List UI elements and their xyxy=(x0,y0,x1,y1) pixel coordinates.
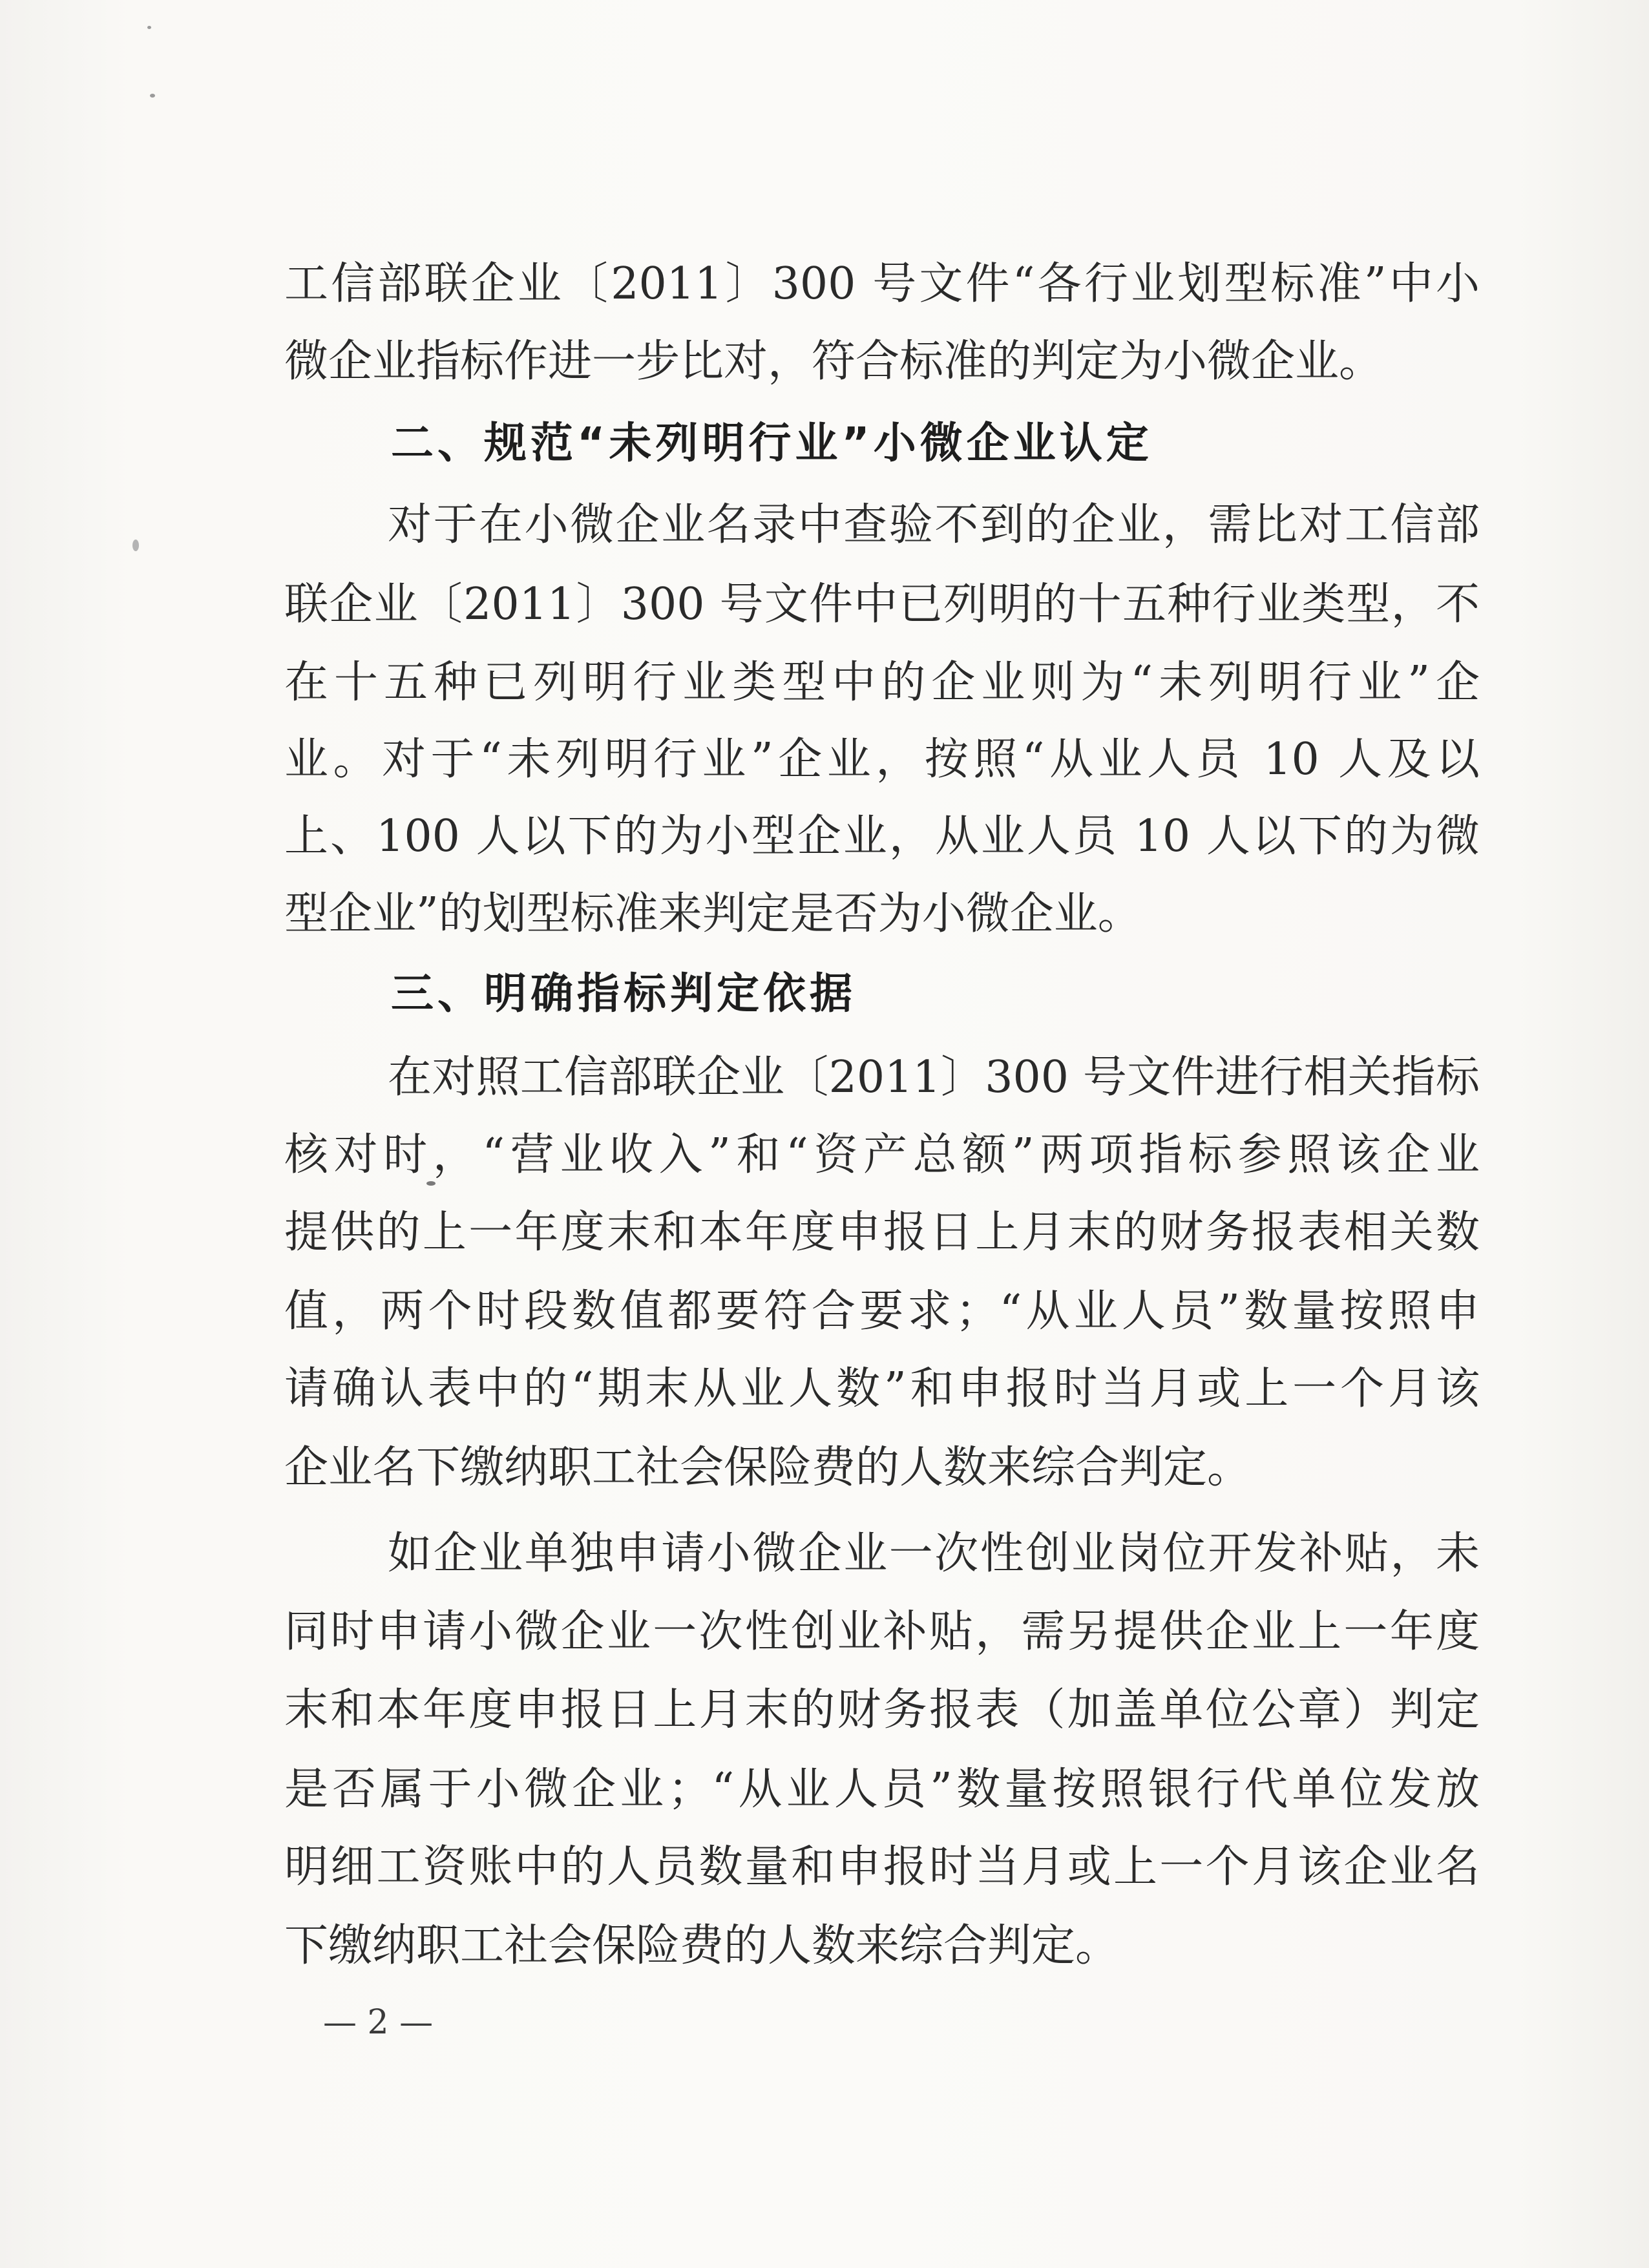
paragraph-2-line-6: 型企业”的划型标准来判定是否为小微企业。 xyxy=(284,888,1142,940)
paragraph-2-line-2: 联企业〔2011〕300 号文件中已列明的十五种行业类型，不 xyxy=(284,579,1480,630)
page-number: — 2 — xyxy=(323,2003,434,2042)
paragraph-3-line-5: 请确认表中的“期末从业人数”和申报时当月或上一个月该 xyxy=(284,1363,1480,1414)
paragraph-4-line-5: 明细工资账中的人员数量和申报时当月或上一个月该企业名 xyxy=(284,1842,1480,1893)
paragraph-1-line-2: 微企业指标作进一步比对，符合标准的判定为小微企业。 xyxy=(284,336,1383,387)
paragraph-3-line-1: 在对照工信部联企业〔2011〕300 号文件进行相关指标 xyxy=(388,1052,1480,1103)
paragraph-2-line-5: 上、100 人以下的为小型企业，从业人员 10 人以下的为微 xyxy=(284,811,1480,862)
paragraph-4-line-3: 末和本年度申报日上月末的财务报表（加盖单位公章）判定 xyxy=(284,1685,1480,1736)
scan-speck xyxy=(150,94,155,98)
paragraph-2-line-4: 业。对于“未列明行业”企业，按照“从业人员 10 人及以 xyxy=(284,734,1480,785)
scan-speck xyxy=(147,26,151,29)
paragraph-1-line-1: 工信部联企业〔2011〕300 号文件“各行业划型标准”中小 xyxy=(284,258,1480,310)
paragraph-3-line-4: 值，两个时段数值都要符合要求；“从业人员”数量按照申 xyxy=(284,1286,1480,1337)
paragraph-4-line-6: 下缴纳职工社会保险费的人数来综合判定。 xyxy=(284,1920,1120,1971)
paragraph-4-line-1: 如企业单独申请小微企业一次性创业岗位开发补贴，未 xyxy=(388,1528,1480,1579)
section-heading-2: 二、规范“未列明行业”小微企业认定 xyxy=(391,418,1153,468)
paragraph-3-line-2: 核对时，“营业收入”和“资产总额”两项指标参照该企业 xyxy=(284,1129,1480,1181)
paragraph-2-line-3: 在十五种已列明行业类型中的企业则为“未列明行业”企 xyxy=(284,657,1480,708)
paragraph-2-line-1: 对于在小微企业名录中查验不到的企业，需比对工信部 xyxy=(388,499,1480,551)
scan-speck xyxy=(132,540,139,551)
paragraph-3-line-6: 企业名下缴纳职工社会保险费的人数来综合判定。 xyxy=(284,1442,1252,1493)
paragraph-4-line-2: 同时申请小微企业一次性创业补贴，需另提供企业上一年度 xyxy=(284,1606,1480,1657)
paragraph-3-line-3: 提供的上一年度末和本年度申报日上月末的财务报表相关数 xyxy=(284,1207,1480,1258)
paragraph-4-line-4: 是否属于小微企业；“从业人员”数量按照银行代单位发放 xyxy=(284,1764,1480,1815)
section-heading-3: 三、明确指标判定依据 xyxy=(391,969,856,1018)
